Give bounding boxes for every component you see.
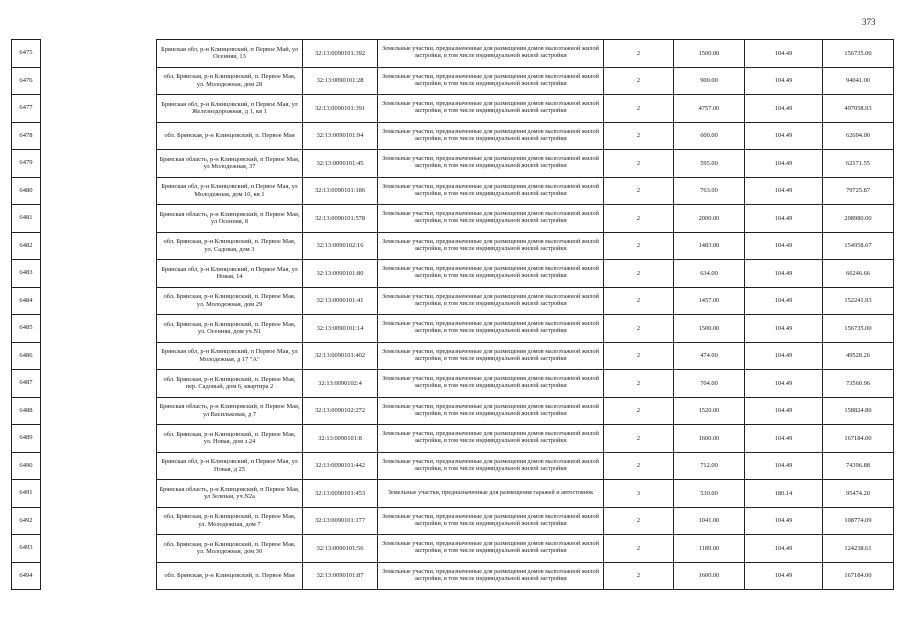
address-cell: Брянская область, р-н Клинцовский, п Первое Мая, ул Осенняя, 8 bbox=[157, 205, 303, 233]
land-use-cell: Земельные участки, предназначенные для размещения домов малоэтажной жилой застройки, в том числе индивидуальной жилой застройки bbox=[378, 315, 604, 343]
table-row bbox=[12, 397, 894, 425]
value-cell: 74396.88 bbox=[823, 452, 894, 480]
cadastral-number-cell: 32:13:0090101:391 bbox=[303, 95, 378, 123]
area-cell: 1189.00 bbox=[674, 535, 745, 563]
spacer-cell bbox=[41, 260, 157, 288]
cadastral-number-cell: 32:13:0090101:402 bbox=[303, 342, 378, 370]
land-use-cell: Земельные участки, предназначенные для размещения гаражей и автостоянок bbox=[378, 480, 604, 508]
table-row bbox=[12, 480, 894, 508]
area-cell: 900.00 bbox=[674, 67, 745, 95]
value-cell: 49528.26 bbox=[823, 342, 894, 370]
group-cell: 2 bbox=[604, 67, 674, 95]
area-cell: 1500.00 bbox=[674, 40, 745, 68]
table-row bbox=[12, 315, 894, 343]
area-cell: 712.00 bbox=[674, 452, 745, 480]
area-cell: 1600.00 bbox=[674, 425, 745, 453]
rate-cell: 104.49 bbox=[745, 260, 823, 288]
row-number: 6476 bbox=[12, 67, 41, 95]
value-cell: 156735.00 bbox=[823, 315, 894, 343]
group-cell: 2 bbox=[604, 397, 674, 425]
rate-cell: 104.49 bbox=[745, 535, 823, 563]
group-cell: 2 bbox=[604, 452, 674, 480]
address-cell: Брянская обл, р-н Клинцовский, п Первое Мая, ул Новая, д 25 bbox=[157, 452, 303, 480]
area-cell: 595.00 bbox=[674, 150, 745, 178]
address-cell: обл. Брянская, р-н Клинцовский, п. Первое Мая, ул. Новая, дом з.24 bbox=[157, 425, 303, 453]
address-cell: обл. Брянская, р-н Клинцовский, п. Первое Мая, ул. Молодежная, дом 29 bbox=[157, 287, 303, 315]
rate-cell: 104.49 bbox=[745, 205, 823, 233]
value-cell: 152241.93 bbox=[823, 287, 894, 315]
land-use-cell: Земельные участки, предназначенные для размещения домов малоэтажной жилой застройки, в том числе индивидуальной жилой застройки bbox=[378, 397, 604, 425]
group-cell: 2 bbox=[604, 562, 674, 590]
area-cell: 530.00 bbox=[674, 480, 745, 508]
cadastral-number-cell: 32:13:0090101:578 bbox=[303, 205, 378, 233]
cadastral-number-cell: 32:13:0090101:453 bbox=[303, 480, 378, 508]
area-cell: 4757.00 bbox=[674, 95, 745, 123]
cadastral-number-cell: 32:13:0090101:186 bbox=[303, 177, 378, 205]
address-cell: Брянская обл, р-н Клинцовский, п Первое Мая, ул Железнодорожная, д 1, кв 1 bbox=[157, 95, 303, 123]
row-number: 6487 bbox=[12, 370, 41, 398]
land-use-cell: Земельные участки, предназначенные для размещения домов малоэтажной жилой застройки, в том числе индивидуальной жилой застройки bbox=[378, 507, 604, 535]
table-row bbox=[12, 562, 894, 590]
rate-cell: 104.49 bbox=[745, 562, 823, 590]
rate-cell: 104.49 bbox=[745, 232, 823, 260]
spacer-cell bbox=[41, 452, 157, 480]
land-use-cell: Земельные участки, предназначенные для размещения домов малоэтажной жилой застройки, в том числе индивидуальной жилой застройки bbox=[378, 232, 604, 260]
row-number: 6481 bbox=[12, 205, 41, 233]
cadastral-number-cell: 32:13:0090101:87 bbox=[303, 562, 378, 590]
group-cell: 2 bbox=[604, 342, 674, 370]
cadastral-number-cell: 32:13:0090101:28 bbox=[303, 67, 378, 95]
rate-cell: 104.49 bbox=[745, 150, 823, 178]
table-row bbox=[12, 287, 894, 315]
spacer-cell bbox=[41, 425, 157, 453]
table-row bbox=[12, 452, 894, 480]
rate-cell: 104.49 bbox=[745, 425, 823, 453]
value-cell: 497058.93 bbox=[823, 95, 894, 123]
cadastral-number-cell: 32:13:0090101:94 bbox=[303, 122, 378, 150]
table-row bbox=[12, 232, 894, 260]
table-row bbox=[12, 425, 894, 453]
table-row bbox=[12, 342, 894, 370]
cadastral-number-cell: 32:13:0090101:8 bbox=[303, 425, 378, 453]
table-row bbox=[12, 177, 894, 205]
area-cell: 634.00 bbox=[674, 260, 745, 288]
area-cell: 763.00 bbox=[674, 177, 745, 205]
land-use-cell: Земельные участки, предназначенные для размещения домов малоэтажной жилой застройки, в том числе индивидуальной жилой застройки bbox=[378, 425, 604, 453]
value-cell: 79725.87 bbox=[823, 177, 894, 205]
area-cell: 474.00 bbox=[674, 342, 745, 370]
spacer-cell bbox=[41, 177, 157, 205]
spacer-cell bbox=[41, 480, 157, 508]
value-cell: 62694.00 bbox=[823, 122, 894, 150]
area-cell: 1600.00 bbox=[674, 562, 745, 590]
rate-cell: 104.49 bbox=[745, 95, 823, 123]
area-cell: 1457.00 bbox=[674, 287, 745, 315]
cadastral-number-cell: 32:13:0090101:56 bbox=[303, 535, 378, 563]
area-cell: 600.00 bbox=[674, 122, 745, 150]
address-cell: обл. Брянская, р-н Клинцовский, п. Первое Мая, ул. Молодежная, дом 28 bbox=[157, 67, 303, 95]
value-cell: 158824.80 bbox=[823, 397, 894, 425]
land-use-cell: Земельные участки, предназначенные для размещения домов малоэтажной жилой застройки, в том числе индивидуальной жилой застройки bbox=[378, 205, 604, 233]
group-cell: 2 bbox=[604, 287, 674, 315]
address-cell: Брянская обл, р-н Клинцовский, п Первое Мая, ул Молодежная, д 17 "А" bbox=[157, 342, 303, 370]
row-number: 6479 bbox=[12, 150, 41, 178]
row-number: 6489 bbox=[12, 425, 41, 453]
spacer-cell bbox=[41, 232, 157, 260]
address-cell: Брянская область, р-н Клинцовский, п Первое Мая, ул Молодежная, 37 bbox=[157, 150, 303, 178]
row-number: 6483 bbox=[12, 260, 41, 288]
row-number: 6482 bbox=[12, 232, 41, 260]
group-cell: 2 bbox=[604, 425, 674, 453]
group-cell: 2 bbox=[604, 150, 674, 178]
value-cell: 66246.66 bbox=[823, 260, 894, 288]
group-cell: 2 bbox=[604, 232, 674, 260]
spacer-cell bbox=[41, 507, 157, 535]
address-cell: Брянская обл, р-н Клинцовский, п Первое Мая, ул Молодежная, дом 10, кв 1 bbox=[157, 177, 303, 205]
table-row bbox=[12, 535, 894, 563]
land-use-cell: Земельные участки, предназначенные для размещения домов малоэтажной жилой застройки, в том числе индивидуальной жилой застройки bbox=[378, 177, 604, 205]
row-number: 6494 bbox=[12, 562, 41, 590]
spacer-cell bbox=[41, 205, 157, 233]
address-cell: обл. Брянская, р-н Клинцовский, п. Первое Мая bbox=[157, 562, 303, 590]
cadastral-number-cell: 32:13:0090101:14 bbox=[303, 315, 378, 343]
rate-cell: 104.49 bbox=[745, 452, 823, 480]
address-cell: обл. Брянская, р-н Клинцовский, п. Первое Мая, ул. Садовая, дом 3 bbox=[157, 232, 303, 260]
rate-cell: 104.49 bbox=[745, 397, 823, 425]
group-cell: 2 bbox=[604, 507, 674, 535]
land-use-cell: Земельные участки, предназначенные для размещения домов малоэтажной жилой застройки, в том числе индивидуальной жилой застройки bbox=[378, 67, 604, 95]
group-cell: 2 bbox=[604, 370, 674, 398]
spacer-cell bbox=[41, 562, 157, 590]
spacer-cell bbox=[41, 397, 157, 425]
row-number: 6492 bbox=[12, 507, 41, 535]
group-cell: 2 bbox=[604, 95, 674, 123]
land-use-cell: Земельные участки, предназначенные для размещения домов малоэтажной жилой застройки, в том числе индивидуальной жилой застройки bbox=[378, 452, 604, 480]
group-cell: 2 bbox=[604, 177, 674, 205]
rate-cell: 104.49 bbox=[745, 507, 823, 535]
address-cell: обл. Брянская, р-н Клинцовский, п. Первое Мая, ул. Осенняя, дом уч.N1 bbox=[157, 315, 303, 343]
value-cell: 124238.61 bbox=[823, 535, 894, 563]
table-body bbox=[12, 40, 894, 590]
rate-cell: 104.49 bbox=[745, 315, 823, 343]
spacer-cell bbox=[41, 287, 157, 315]
rate-cell: 104.49 bbox=[745, 287, 823, 315]
table-row bbox=[12, 370, 894, 398]
value-cell: 154958.67 bbox=[823, 232, 894, 260]
area-cell: 704.00 bbox=[674, 370, 745, 398]
value-cell: 208980.00 bbox=[823, 205, 894, 233]
area-cell: 2000.00 bbox=[674, 205, 745, 233]
row-number: 6484 bbox=[12, 287, 41, 315]
cadastral-table bbox=[11, 39, 894, 590]
land-use-cell: Земельные участки, предназначенные для размещения домов малоэтажной жилой застройки, в том числе индивидуальной жилой застройки bbox=[378, 562, 604, 590]
spacer-cell bbox=[41, 370, 157, 398]
group-cell: 2 bbox=[604, 535, 674, 563]
table-row bbox=[12, 260, 894, 288]
land-use-cell: Земельные участки, предназначенные для размещения домов малоэтажной жилой застройки, в том числе индивидуальной жилой застройки bbox=[378, 287, 604, 315]
address-cell: обл. Брянская, р-н Клинцовский, п. Первое Мая, ул. Молодежная, дом 30 bbox=[157, 535, 303, 563]
rate-cell: 104.49 bbox=[745, 370, 823, 398]
page-number: 373 bbox=[862, 17, 876, 27]
spacer-cell bbox=[41, 122, 157, 150]
value-cell: 108774.09 bbox=[823, 507, 894, 535]
value-cell: 62171.55 bbox=[823, 150, 894, 178]
table-row bbox=[12, 205, 894, 233]
value-cell: 94041.00 bbox=[823, 67, 894, 95]
row-number: 6493 bbox=[12, 535, 41, 563]
cadastral-number-cell: 32:13:0090102:16 bbox=[303, 232, 378, 260]
land-use-cell: Земельные участки, предназначенные для размещения домов малоэтажной жилой застройки, в том числе индивидуальной жилой застройки bbox=[378, 342, 604, 370]
row-number: 6488 bbox=[12, 397, 41, 425]
group-cell: 2 bbox=[604, 260, 674, 288]
area-cell: 1041.00 bbox=[674, 507, 745, 535]
value-cell: 156735.00 bbox=[823, 40, 894, 68]
row-number: 6478 bbox=[12, 122, 41, 150]
area-cell: 1483.00 bbox=[674, 232, 745, 260]
table-row bbox=[12, 507, 894, 535]
table-row bbox=[12, 150, 894, 178]
area-cell: 1500.00 bbox=[674, 315, 745, 343]
group-cell: 2 bbox=[604, 315, 674, 343]
spacer-cell bbox=[41, 315, 157, 343]
group-cell: 3 bbox=[604, 480, 674, 508]
value-cell: 95474.20 bbox=[823, 480, 894, 508]
cadastral-number-cell: 32:13:0090102:4 bbox=[303, 370, 378, 398]
spacer-cell bbox=[41, 150, 157, 178]
table-row bbox=[12, 40, 894, 68]
rate-cell: 180.14 bbox=[745, 480, 823, 508]
rate-cell: 104.49 bbox=[745, 122, 823, 150]
row-number: 6490 bbox=[12, 452, 41, 480]
spacer-cell bbox=[41, 342, 157, 370]
spacer-cell bbox=[41, 535, 157, 563]
land-use-cell: Земельные участки, предназначенные для размещения домов малоэтажной жилой застройки, в том числе индивидуальной жилой застройки bbox=[378, 535, 604, 563]
address-cell: Брянская область, р-н Клинцовский, п Первое Мая, ул Зеленая, уч.N2а bbox=[157, 480, 303, 508]
address-cell: обл. Брянская, р-н Клинцовский, п. Первое Мая bbox=[157, 122, 303, 150]
cadastral-number-cell: 32:13:0090101:177 bbox=[303, 507, 378, 535]
table-row bbox=[12, 95, 894, 123]
spacer-cell bbox=[41, 95, 157, 123]
rate-cell: 104.49 bbox=[745, 67, 823, 95]
cadastral-number-cell: 32:13:0090101:80 bbox=[303, 260, 378, 288]
land-use-cell: Земельные участки, предназначенные для размещения домов малоэтажной жилой застройки, в том числе индивидуальной жилой застройки bbox=[378, 40, 604, 68]
row-number: 6475 bbox=[12, 40, 41, 68]
cadastral-number-cell: 32:13:0090102:272 bbox=[303, 397, 378, 425]
group-cell: 2 bbox=[604, 122, 674, 150]
address-cell: Брянская обл, р-н Клинцовский, п Первое Мая, ул Новая, 14 bbox=[157, 260, 303, 288]
area-cell: 1520.00 bbox=[674, 397, 745, 425]
row-number: 6486 bbox=[12, 342, 41, 370]
address-cell: Брянская область, р-н Клинцовский, п Первое Мая, ул Васильковая, д 7 bbox=[157, 397, 303, 425]
row-number: 6480 bbox=[12, 177, 41, 205]
value-cell: 167184.00 bbox=[823, 562, 894, 590]
row-number: 6477 bbox=[12, 95, 41, 123]
rate-cell: 104.49 bbox=[745, 40, 823, 68]
land-use-cell: Земельные участки, предназначенные для размещения домов малоэтажной жилой застройки, в том числе индивидуальной жилой застройки bbox=[378, 260, 604, 288]
spacer-cell bbox=[41, 40, 157, 68]
cadastral-number-cell: 32:13:0090101:442 bbox=[303, 452, 378, 480]
rate-cell: 104.49 bbox=[745, 177, 823, 205]
address-cell: Брянская обл, р-н Клинцовский, п Первое Май, ул Осенняя, 13 bbox=[157, 40, 303, 68]
land-use-cell: Земельные участки, предназначенные для размещения домов малоэтажной жилой застройки, в том числе индивидуальной жилой застройки bbox=[378, 95, 604, 123]
land-use-cell: Земельные участки, предназначенные для размещения домов малоэтажной жилой застройки, в том числе индивидуальной жилой застройки bbox=[378, 122, 604, 150]
land-use-cell: Земельные участки, предназначенные для размещения домов малоэтажной жилой застройки, в том числе индивидуальной жилой застройки bbox=[378, 150, 604, 178]
rate-cell: 104.49 bbox=[745, 342, 823, 370]
value-cell: 167184.00 bbox=[823, 425, 894, 453]
table-row bbox=[12, 67, 894, 95]
cadastral-number-cell: 32:13:0090101:45 bbox=[303, 150, 378, 178]
value-cell: 73560.96 bbox=[823, 370, 894, 398]
group-cell: 2 bbox=[604, 40, 674, 68]
land-use-cell: Земельные участки, предназначенные для размещения домов малоэтажной жилой застройки, в том числе индивидуальной жилой застройки bbox=[378, 370, 604, 398]
table-row bbox=[12, 122, 894, 150]
cadastral-number-cell: 32:13:0090101:41 bbox=[303, 287, 378, 315]
address-cell: обл. Брянская, р-н Клинцовский, п. Первое Мая, пер. Садовый, дом 6, квартира 2 bbox=[157, 370, 303, 398]
cadastral-number-cell: 32:13:0090101:392 bbox=[303, 40, 378, 68]
row-number: 6491 bbox=[12, 480, 41, 508]
address-cell: обл. Брянская, р-н Клинцовский, п. Первое Мая, ул. Молодежная, дом 7 bbox=[157, 507, 303, 535]
row-number: 6485 bbox=[12, 315, 41, 343]
spacer-cell bbox=[41, 67, 157, 95]
group-cell: 2 bbox=[604, 205, 674, 233]
